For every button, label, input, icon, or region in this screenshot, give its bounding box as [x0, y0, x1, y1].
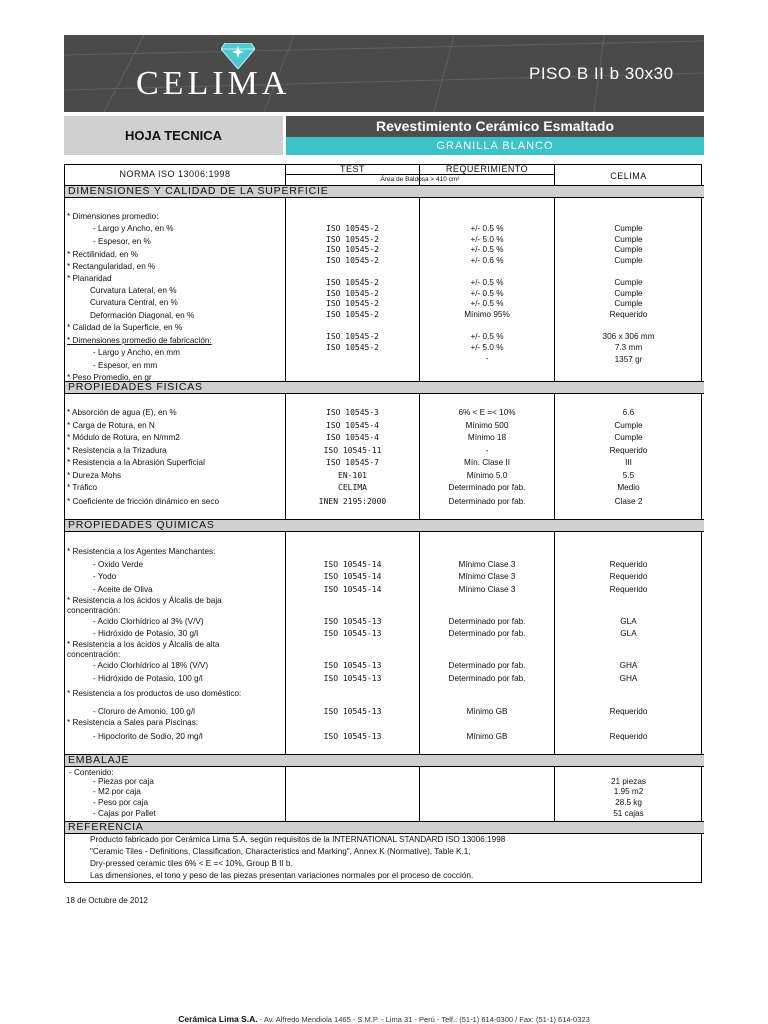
dim-row-celima: 1357 gr: [614, 355, 643, 364]
fis-row-celima: 6.6: [622, 408, 635, 417]
emb-row-celima: 1.95 m2: [613, 787, 644, 796]
brand-logo-text: CELIMA: [136, 65, 291, 102]
dim-row-celima: 7.3 mm: [614, 343, 643, 352]
fis-row-label: * Coeficiente de fricción dinámico en seco: [67, 497, 220, 506]
reference-line: "Ceramic Tiles - Definitions, Classification, Characteristics and Marking", Annex K (Normative), Table K.1,: [90, 847, 471, 856]
fis-row-label: * Absorción de agua (E), en %: [67, 408, 177, 417]
product-subtitle: GRANILLA BLANCO: [286, 137, 704, 155]
dim-row-label: * Dimensiones promedio:: [67, 212, 159, 221]
qui-row-label: - Oxido Verde: [93, 560, 144, 569]
dim-row-label: * Planaridad: [67, 274, 112, 283]
qui-row-label: - Hidróxido de Potasio, 100 g/l: [93, 674, 203, 683]
dim-row-celima: Cumple: [614, 299, 643, 308]
qui-row-celima: Requerido: [609, 572, 648, 581]
emb-row-celima: 51 cajas: [613, 809, 644, 818]
header-divider: [285, 174, 554, 175]
dim-row-celima: Cumple: [614, 224, 643, 233]
qui-row-label: * Resistencia a Sales para Piscinas:: [67, 718, 199, 727]
brand-banner: [64, 35, 704, 112]
dim-row-label: Curvatura Central, en %: [90, 298, 178, 307]
qui-row-test: ISO 10545-13: [323, 661, 382, 670]
dim-row-label: Curvatura Lateral, en %: [90, 286, 177, 295]
dim-row-label: - Largo y Ancho, en %: [93, 224, 174, 233]
dim-row-label: - Espesor, en mm: [93, 361, 158, 370]
qui-row-label: - Hidróxido de Potasio, 30 g/l: [93, 629, 199, 638]
qui-row-label: - Hipoclorito de Sodio, 20 mg/l: [93, 732, 203, 741]
qui-row-label: - Cloruro de Amonio, 100 g/l: [93, 707, 195, 716]
dim-row-celima: Cumple: [614, 245, 643, 254]
section-dimensiones: DIMENSIONES Y CALIDAD DE LA SUPERFICIE: [65, 185, 704, 198]
qui-row-test: ISO 10545-14: [323, 585, 382, 594]
fis-row-test: ISO 10545-4: [326, 421, 379, 430]
fis-row-celima: Cumple: [614, 433, 643, 442]
dim-row-test: ISO 10545-2: [326, 278, 379, 287]
dim-row-req: +/- 5.0 %: [470, 343, 504, 352]
qui-row-req: Mínimo Clase 3: [458, 585, 516, 594]
emb-row-label: - Cajas por Pallet: [93, 809, 156, 818]
dim-row-req: +/- 5.0 %: [470, 235, 504, 244]
qui-row-label: concentración:: [67, 650, 121, 659]
qui-row-celima: GLA: [620, 617, 637, 626]
section-embalaje: EMBALAJE: [65, 754, 704, 767]
dim-row-test: ISO 10545-2: [326, 289, 379, 298]
section-propiedades-fisicas: PROPIEDADES FISICAS: [65, 381, 704, 394]
qui-row-req: Determinado por fab.: [448, 617, 526, 626]
qui-row-req: Determinado por fab.: [448, 661, 526, 670]
qui-row-celima: Requerido: [609, 732, 648, 741]
fis-row-celima: Cumple: [614, 421, 643, 430]
reference-line: Producto fabricado por Cerámica Lima S.A. según requisitos de la INTERNATIONAL STANDARD ISO 13006:1998: [90, 835, 506, 844]
footer-company: Cerámica Lima S.A.: [178, 1014, 258, 1024]
dim-row-req: +/- 0.5 %: [470, 224, 504, 233]
dim-row-test: ISO 10545-2: [326, 310, 379, 319]
fis-row-label: * Resistencia a la Abrasión Superficial: [67, 458, 205, 467]
fis-row-req: 6% < E =< 10%: [458, 408, 516, 417]
qui-row-label: - Yodo: [93, 572, 117, 581]
reference-line: Las dimensiones, el tono y peso de las piezas presentan variaciones normales por el proceso de cocción.: [90, 871, 474, 880]
dim-row-req: Mínimo 95%: [464, 310, 510, 319]
qui-row-test: ISO 10545-13: [323, 732, 382, 741]
dim-row-req: +/- 0.6 %: [470, 256, 504, 265]
emb-row-label: - Peso por caja: [93, 798, 149, 807]
qui-row-label: * Resistencia a los ácidos y Álcalis de alta: [67, 640, 220, 649]
dim-row-test: ISO 10545-2: [326, 256, 379, 265]
qui-row-req: Mínimo GB: [466, 732, 508, 741]
qui-row-celima: GHA: [619, 661, 638, 670]
dim-row-celima: 306 x 306 mm: [602, 332, 655, 341]
qui-row-test: ISO 10545-14: [323, 560, 382, 569]
issue-date: 18 de Octubre de 2012: [66, 896, 148, 905]
dim-row-label: * Calidad de la Superficie, en %: [67, 323, 183, 332]
qui-row-label: * Resistencia a los ácidos y Álcalis de baja: [67, 596, 222, 605]
qui-row-celima: Requerido: [609, 707, 648, 716]
footer-address: - Av. Alfredo Mendiola 1465 - S.M.P. - Lima 31 - Perú - Telf.: (51-1) 614-0300 / Fax: (51-1) 614-0323: [257, 1015, 590, 1024]
dim-row-celima: Cumple: [614, 278, 643, 287]
qui-row-label: - Aceite de Oliva: [93, 585, 153, 594]
qui-row-req: Mínimo Clase 3: [458, 560, 516, 569]
dim-row-label: * Peso Promedio, en gr: [67, 373, 152, 382]
fis-row-req: Mínimo 5.0: [466, 471, 508, 480]
fis-row-req: Determinado por fab.: [448, 483, 526, 492]
product-code: PISO B II b 30x30: [529, 64, 674, 83]
emb-row-celima: 28.5 kg: [615, 798, 642, 807]
dim-row-test: ISO 10545-2: [326, 332, 379, 341]
company-footer: [0, 1014, 768, 1024]
dim-row-req: -: [485, 354, 489, 363]
qui-row-test: ISO 10545-14: [323, 572, 382, 581]
qui-row-celima: GHA: [619, 674, 638, 683]
fis-row-test: INEN 2195:2000: [318, 497, 387, 506]
emb-row-label: - Contenido:: [69, 768, 114, 777]
test-header: TEST: [339, 164, 365, 174]
fis-row-test: CELIMA: [338, 483, 367, 492]
product-title: Revestimiento Cerámico Esmaltado: [286, 116, 704, 137]
section-referencia: REFERENCIA: [65, 821, 704, 834]
dim-row-label: - Espesor, en %: [93, 237, 151, 246]
qui-row-test: ISO 10545-13: [323, 629, 382, 638]
dim-row-label: * Rectilinidad, en %: [67, 250, 138, 259]
celima-header: CELIMA: [610, 171, 647, 181]
dim-row-test: ISO 10545-2: [326, 343, 379, 352]
qui-row-label: - Acido Clorhídrico al 18% (V/V): [93, 661, 209, 670]
qui-row-test: ISO 10545-13: [323, 674, 382, 683]
fis-row-test: EN-101: [338, 471, 367, 480]
dim-row-label: * Dimensiones promedio de fabricación:: [67, 336, 212, 345]
emb-row-label: - M2 por caja: [93, 787, 141, 796]
dim-row-test: ISO 10545-2: [326, 299, 379, 308]
qui-row-test: ISO 10545-13: [323, 617, 382, 626]
fis-row-celima: Clase 2: [614, 497, 643, 506]
fis-row-celima: Medio: [617, 483, 640, 492]
dim-row-celima: Cumple: [614, 289, 643, 298]
dim-row-celima: Cumple: [614, 235, 643, 244]
fis-row-test: ISO 10545-11: [323, 446, 382, 455]
dim-row-test: ISO 10545-2: [326, 245, 379, 254]
fis-row-req: Mínimo 500: [465, 421, 509, 430]
reference-line: Dry-pressed ceramic tiles 6% < E =< 10%, Group B II b.: [90, 859, 293, 868]
qui-row-label: concentración:: [67, 606, 121, 615]
fis-row-celima: III: [625, 458, 632, 467]
fis-row-req: Mín. Clase II: [464, 458, 510, 467]
dim-row-celima: Cumple: [614, 256, 643, 265]
fis-row-label: * Dureza Mohs: [67, 471, 122, 480]
fis-row-label: * Resistencia a la Trizadura: [67, 446, 167, 455]
qui-row-req: Determinado por fab.: [448, 629, 526, 638]
fis-row-req: -: [485, 446, 489, 455]
emb-row-celima: 21 piezas: [610, 777, 647, 786]
fis-row-label: * Carga de Rotura, en N: [67, 421, 155, 430]
dim-row-req: +/- 0.5 %: [470, 245, 504, 254]
qui-row-celima: Requerido: [609, 585, 648, 594]
fis-row-req: Determinado por fab.: [448, 497, 526, 506]
qui-row-req: Determinado por fab.: [448, 674, 526, 683]
dim-row-label: - Largo y Ancho, en mm: [93, 348, 180, 357]
fis-row-test: ISO 10545-3: [326, 408, 379, 417]
dim-row-test: ISO 10545-2: [326, 224, 379, 233]
dim-row-req: +/- 0.5 %: [470, 278, 504, 287]
qui-row-celima: Requerido: [609, 560, 648, 569]
hoja-tecnica-label: HOJA TECNICA: [64, 116, 283, 155]
fis-row-label: * Módulo de Rotura, en N/mm2: [67, 433, 180, 442]
dim-row-req: +/- 0.5 %: [470, 332, 504, 341]
requerimiento-header: REQUERIMIENTO: [445, 164, 529, 174]
fis-row-celima: Requerido: [609, 446, 648, 455]
qui-row-label: * Resistencia a los productos de uso doméstico:: [67, 689, 242, 698]
qui-row-test: ISO 10545-13: [323, 707, 382, 716]
qui-row-label: * Resistencia a los Agentes Manchantes:: [67, 547, 216, 556]
qui-row-req: Mínimo Clase 3: [458, 572, 516, 581]
section-propiedades-quimicas: PROPIEDADES QUIMICAS: [65, 519, 704, 532]
fis-row-test: ISO 10545-4: [326, 433, 379, 442]
qui-row-req: Mínimo GB: [466, 707, 508, 716]
emb-row-label: - Piezas por caja: [93, 777, 154, 786]
qui-row-celima: GLA: [620, 629, 637, 638]
fis-row-req: Mínimo 18: [467, 433, 507, 442]
dim-row-test: ISO 10545-2: [326, 235, 379, 244]
fis-row-label: * Tráfico: [67, 483, 98, 492]
dim-row-label: Deformación Diagonal, en %: [90, 311, 195, 320]
dim-row-req: +/- 0.5 %: [470, 299, 504, 308]
dim-row-label: * Rectangularidad, en %: [67, 262, 156, 271]
norma-header: NORMA ISO 13006:1998: [119, 169, 231, 179]
qui-row-label: - Acido Clorhídrico al 3% (V/V): [93, 617, 204, 626]
dim-row-req: +/- 0.5 %: [470, 289, 504, 298]
dim-row-celima: Requerido: [609, 310, 648, 319]
fis-row-test: ISO 10545-7: [326, 458, 379, 467]
fis-row-celima: 5.5: [622, 471, 635, 480]
area-note: Área de Baldosa > 410 cm²: [380, 176, 460, 183]
